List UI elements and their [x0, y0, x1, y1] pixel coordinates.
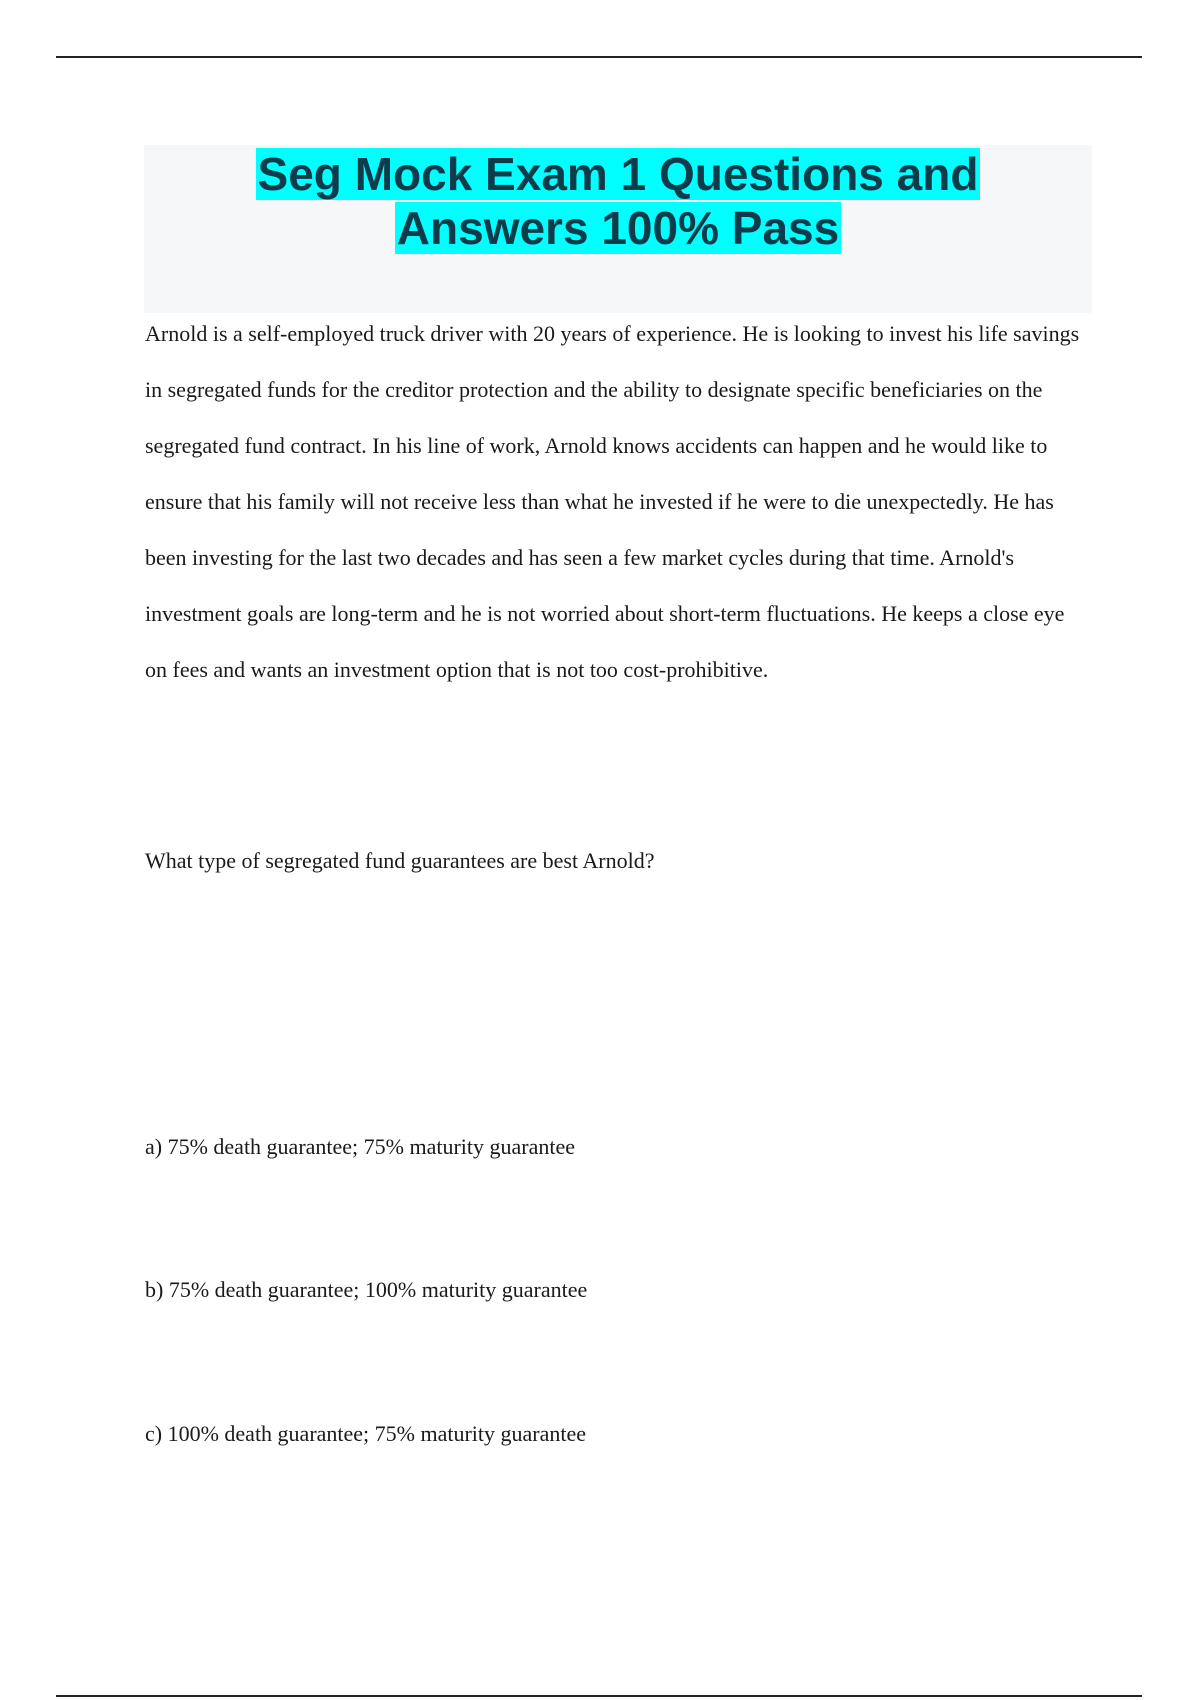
scenario-paragraph: Arnold is a self-employed truck driver with 20 years of experience. He is looking to invest his life savings in segregated funds for the creditor protection and the ability to designate specific beneficiaries on the segregated fund contract. In his line of work, Arnold knows accidents can happen and he would like to ensure that his family will not receive less than what he invested if he were to die unexpectedly. He has been investing for the last two decades and has seen a few market cycles during that time. Arnold's investment goals are long-term and he is not worried about short-term fluctuations. He keeps a close eye on fees and wants an investment option that is not too cost-prohibitive. [145, 321, 1080, 682]
document-title-line-2: Answers 100% Pass [396, 202, 840, 254]
top-divider [56, 56, 1142, 58]
document-title [144, 145, 1092, 255]
document-title-line-1: Seg Mock Exam 1 Questions and [257, 148, 979, 200]
bottom-divider [56, 1695, 1142, 1697]
answer-option-a: a) 75% death guarantee; 75% maturity guarantee [145, 1134, 576, 1159]
answer-option-c: c) 100% death guarantee; 75% maturity guarantee [145, 1421, 587, 1446]
title-banner [144, 145, 1092, 313]
answer-option-b: b) 75% death guarantee; 100% maturity guarantee [145, 1277, 588, 1302]
question-text: What type of segregated fund guarantees are best Arnold? [145, 848, 655, 873]
